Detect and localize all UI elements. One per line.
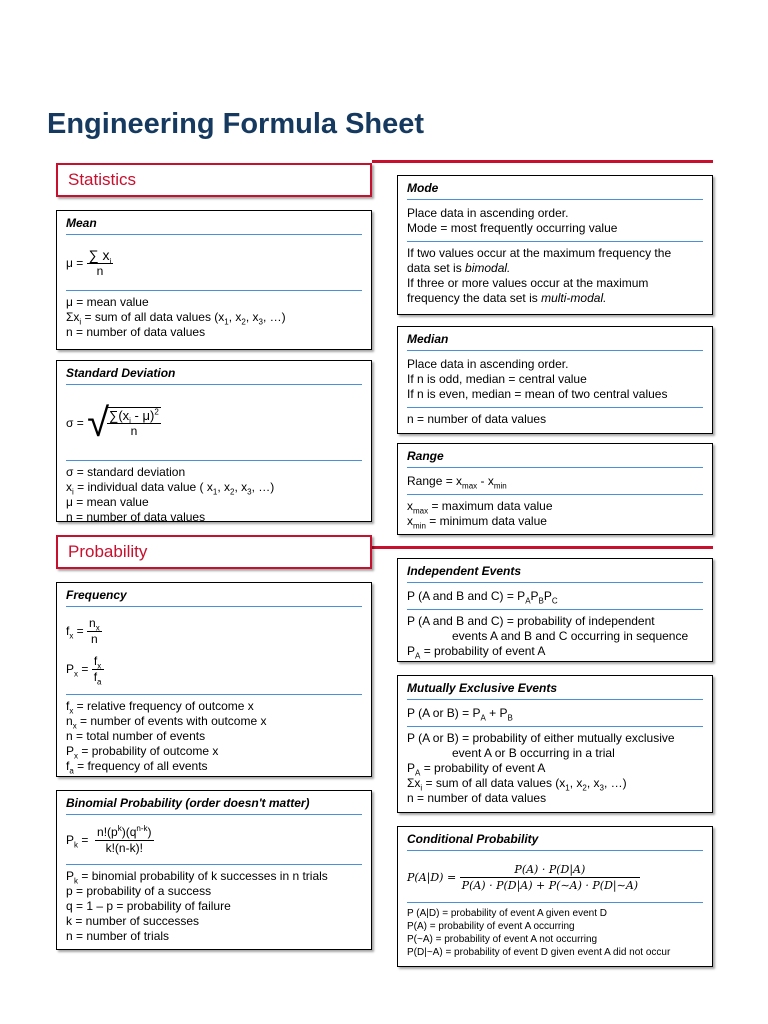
mean-desc-mu: μ = mean value: [66, 295, 149, 309]
median-box: Median Place data in ascending order. If n is odd, median = central value If n is even, median = mean of two central values n = number of data values: [397, 326, 713, 434]
mutually-exclusive-formula: P (A or $B) = P_A + P_B$: [407, 706, 513, 723]
conditional-probability-box: Conditional Probability P(A|D) = $\frac{P(A) \cdot P(D|A)}{P(A) \cdot P(D|A) + P(\sim A) \cdot P(D|\sim A)}$ P (A|D) = probability of event A given event D P(A) = probability of event A occurring P(~A) = probability of event A not occurring P(D|~A) = probability of event D given event A did not occur: [397, 826, 713, 967]
stddev-desc-sigma: σ = standard deviation: [66, 465, 186, 479]
range-formula: Range = $x_{max} - x_{min}$: [407, 474, 507, 491]
stddev-desc-n: n = number of data values: [66, 510, 206, 524]
binomial-formula: $P_k$ = $\frac{n!(p^k)(q^{n-k})}{k!(n-k)!}$: [66, 823, 152, 855]
frequency-formula: $f_x$ = $\frac{n_x}{n}$: [66, 615, 100, 646]
mean-lhs: μ =: [66, 255, 84, 270]
binomial-box: Binomial Probability (order doesn't matter) $P_k$ = $\frac{n!(p^k)(q^{n-k})}{k!(n-k)!}$ $P_k$ = binomial probability of k successes in n trials p = probability of a success q = 1 – p = probability of failure k = number of successes n = number of trials: [56, 790, 372, 950]
stddev-heading: Standard Deviation: [66, 365, 362, 385]
mean-fraction: $\frac{\sum x_i}{n}$: [88, 246, 112, 278]
statistics-section-header: Statistics: [56, 163, 372, 197]
stddev-formula: [66, 391, 362, 455]
independent-events-heading: Independent Events: [407, 563, 703, 583]
independent-events-formula: P (A and B and $C) = P_AP_BP_C$: [407, 589, 558, 606]
mean-desc-n: n = number of data values: [66, 325, 206, 339]
conditional-probability-formula: P(A|D) = $\frac{P(A) \cdot P(D|A)}{P(A) \cdot P(D|A) + P(\sim A) \cdot P(D|\sim A)}$: [407, 862, 639, 892]
median-heading: Median: [407, 331, 703, 351]
frequency-box: Frequency $f_x$ = $\frac{n_x}{n}$ $P_x$ = $\frac{f_x}{f_a}$ $f_x$ = relative frequency of outcome x $n_x$ = number of events with outcome x n = total number of events $P_x$ = probability of outcome x $f_a$ = frequency of all events: [56, 582, 372, 777]
mutually-exclusive-box: Mutually Exclusive Events P (A or $B) = P_A + P_B$ P (A or B) = probability of either mutually exclusive event A or B occurring in a trial $P_A$ = probability of event A $\Sigma x_i$ = sum of all data values ($x_1$, $x_2$, $x_3$, …) n = number of data values: [397, 675, 713, 813]
mean-box: [56, 210, 372, 350]
probability-outcome-formula: $P_x$ = $\frac{f_x}{f_a}$: [66, 653, 102, 686]
mode-box: Mode Place data in ascending order. Mode = most frequently occurring value If two values occur at the maximum frequency the data set is bimodal. If three or more values occur at the maximum frequency the data set is multi-modal.: [397, 175, 713, 315]
conditional-probability-heading: Conditional Probability: [407, 831, 703, 851]
sqrt-icon: √: [87, 401, 110, 445]
frequency-heading: Frequency: [66, 587, 362, 607]
stddev-box: [56, 360, 372, 522]
range-box: Range Range = $x_{max} - x_{min}$ $x_{max}$ = maximum data value $x_{min}$ = minimum data value: [397, 443, 713, 535]
stddev-desc-xi: $x_i$ = individual data value ( $x_1$, $x_2$, $x_3$, …): [66, 480, 275, 497]
mutually-exclusive-heading: Mutually Exclusive Events: [407, 680, 703, 700]
mode-heading: Mode: [407, 180, 703, 200]
stddev-fraction: $\frac{\sum(x_i - \mu)^2}{n}$: [109, 407, 159, 438]
binomial-heading: Binomial Probability (order doesn't matter): [66, 795, 362, 815]
stddev-lhs: σ =: [66, 415, 84, 430]
probability-section-header: Probability: [56, 535, 372, 569]
independent-events-box: Independent Events P (A and B and $C) = P_AP_BP_C$ P (A and B and C) = probability of independent events A and B and C occurring in sequence $P_A$ = probability of event A: [397, 558, 713, 662]
range-heading: Range: [407, 448, 703, 468]
page-title: Engineering Formula Sheet: [47, 108, 425, 140]
mean-heading: Mean: [66, 215, 362, 235]
mean-formula: [66, 241, 362, 285]
stddev-desc-mu: μ = mean value: [66, 495, 149, 509]
probability-section-rule: [372, 546, 713, 549]
mean-desc-sum: $\Sigma x_i$ = sum of all data values ($x_1$, $x_2$, $x_3$, …): [66, 310, 286, 327]
statistics-section-rule: [372, 160, 713, 163]
